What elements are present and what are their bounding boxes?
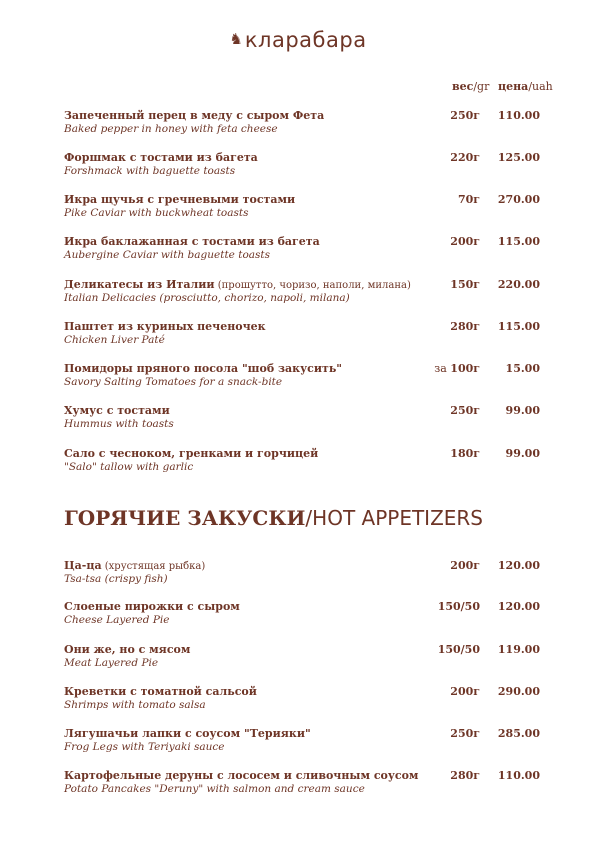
item-name-ru: Паштет из куриных печеночек (64, 320, 266, 333)
menu-item (64, 559, 554, 589)
item-name-ru: Деликатесы из Италии (прошутто, чоризо, наполи, милана) (64, 278, 411, 291)
menu-item (64, 447, 554, 477)
item-name-ru: Икра баклажанная с тостами из багета (64, 235, 320, 248)
logo-text: кларабара (244, 28, 367, 52)
item-price: 119.00 (497, 643, 540, 656)
item-weight: 250г (450, 727, 480, 740)
menu-item (64, 193, 554, 223)
item-weight: 250г (450, 404, 480, 417)
item-weight: 200г (450, 559, 480, 572)
item-name-ru: Запеченный перец в меду с сыром Фета (64, 109, 325, 122)
item-name-en: Aubergine Caviar with baguette toasts (64, 249, 271, 261)
item-price: 290.00 (497, 685, 540, 698)
item-price: 120.00 (497, 559, 540, 572)
menu-item (64, 235, 554, 265)
item-name-en: Shrimps with tomato salsa (64, 699, 206, 711)
item-name-en: "Salo" tallow with garlic (64, 461, 194, 473)
item-name-ru: Картофельные деруны с лососем и сливочным соусом (64, 769, 419, 782)
item-weight: 280г (450, 769, 480, 782)
item-price: 285.00 (497, 727, 540, 740)
restaurant-logo (0, 28, 596, 52)
item-name-en: Frog Legs with Teriyaki sauce (64, 741, 225, 753)
item-name-en: Forshmack with baguette toasts (64, 165, 236, 177)
item-name-en: Savory Salting Tomatoes for a snack-bite (64, 376, 283, 388)
item-name-ru: Помидоры пряного посола "шоб закусить" (64, 362, 343, 375)
item-price: 125.00 (497, 151, 540, 164)
item-name-en: Pike Caviar with buckwheat toasts (64, 207, 249, 219)
item-name-ru: Они же, но с мясом (64, 643, 191, 656)
item-name-ru: Ца-ца (хрустящая рыбка) (64, 559, 206, 572)
menu-item (64, 151, 554, 181)
item-name-ru: Лягушачьи лапки с соусом "Терияки" (64, 727, 311, 740)
item-weight: за 100г (434, 362, 480, 375)
item-weight: 150/50 (437, 600, 480, 613)
item-price: 99.00 (505, 404, 540, 417)
item-weight: 200г (450, 235, 480, 248)
horse-icon: ♞ (229, 30, 243, 48)
item-name-ru: Хумус с тостами (64, 404, 170, 417)
item-price: 120.00 (497, 600, 540, 613)
item-note: (прошутто, чоризо, наполи, милана) (214, 280, 411, 291)
item-weight-prefix: за (434, 362, 451, 375)
item-weight: 180г (450, 447, 480, 460)
menu-item (64, 727, 554, 757)
item-name-en: Italian Delicacies (prosciutto, chorizo, napoli, milana) (64, 292, 350, 304)
menu-item (64, 600, 554, 630)
item-name-ru: Слоеные пирожки с сыром (64, 600, 240, 613)
item-name-en: Potato Pancakes "Deruny" with salmon and cream sauce (64, 783, 365, 795)
item-price: 15.00 (505, 362, 540, 375)
item-price: 115.00 (497, 235, 540, 248)
item-name-ru: Икра щучья с гречневыми тостами (64, 193, 296, 206)
menu-item (64, 404, 554, 434)
item-price: 110.00 (497, 109, 540, 122)
item-note: (хрустящая рыбка) (101, 561, 206, 572)
item-weight: 250г (450, 109, 480, 122)
item-weight: 220г (450, 151, 480, 164)
item-name-en: Meat Layered Pie (64, 657, 159, 669)
item-price: 220.00 (497, 278, 540, 291)
price-column-header: цена/uah (498, 80, 553, 93)
section-heading-hot-appetizers: ГОРЯЧИЕ ЗАКУСКИ/HOT APPETIZERS (64, 506, 483, 530)
item-name-ru: Креветки с томатной сальсой (64, 685, 257, 698)
item-name-ru: Форшмак с тостами из багета (64, 151, 258, 164)
menu-item (64, 320, 554, 350)
item-weight: 150/50 (437, 643, 480, 656)
item-price: 115.00 (497, 320, 540, 333)
item-price: 99.00 (505, 447, 540, 460)
item-name-ru: Сало с чесноком, гренками и горчицей (64, 447, 319, 460)
menu-item (64, 685, 554, 715)
weight-column-header: вес/gr (452, 80, 490, 93)
menu-item (64, 362, 554, 392)
item-weight: 280г (450, 320, 480, 333)
item-name-en: Chicken Liver Paté (64, 334, 165, 346)
menu-item (64, 109, 554, 139)
item-name-en: Baked pepper in honey with feta cheese (64, 123, 278, 135)
item-price: 270.00 (497, 193, 540, 206)
menu-item (64, 278, 554, 308)
item-weight: 150г (450, 278, 480, 291)
item-name-en: Tsa-tsa (crispy fish) (64, 573, 168, 585)
item-name-en: Cheese Layered Pie (64, 614, 170, 626)
item-weight: 70г (457, 193, 480, 206)
item-name-en: Hummus with toasts (64, 418, 174, 430)
menu-item (64, 643, 554, 673)
menu-item (64, 769, 554, 799)
item-price: 110.00 (497, 769, 540, 782)
item-weight: 200г (450, 685, 480, 698)
